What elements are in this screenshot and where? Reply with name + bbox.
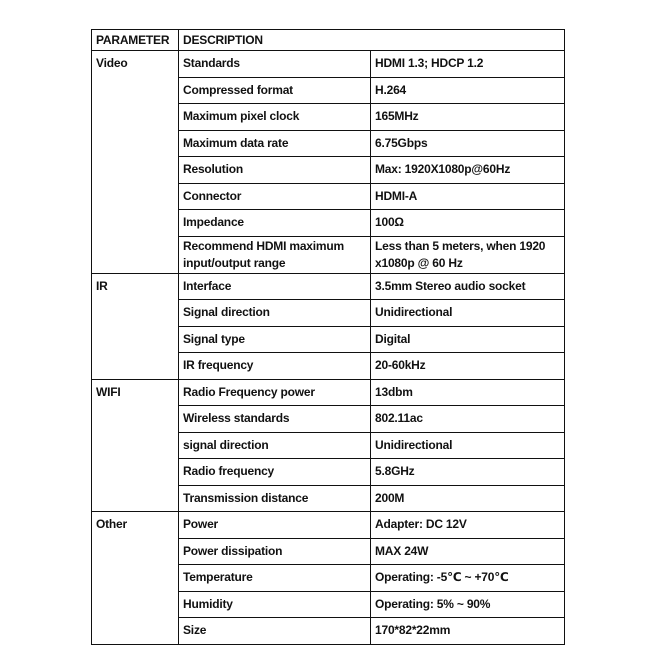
spec-value: Unidirectional <box>371 432 565 459</box>
parameter-group: Video <box>92 51 179 274</box>
spec-name: Resolution <box>179 157 371 184</box>
spec-name: Temperature <box>179 565 371 592</box>
spec-value: Adapter: DC 12V <box>371 512 565 539</box>
spec-value: Digital <box>371 326 565 353</box>
spec-value: 165MHz <box>371 104 565 131</box>
spec-name: signal direction <box>179 432 371 459</box>
spec-name: Size <box>179 618 371 645</box>
spec-value: 6.75Gbps <box>371 130 565 157</box>
spec-value: HDMI-A <box>371 183 565 210</box>
table-row <box>92 512 565 539</box>
spec-value: 200M <box>371 485 565 512</box>
header-row <box>92 30 565 51</box>
header-parameter: PARAMETER <box>92 30 179 51</box>
spec-value: 170*82*22mm <box>371 618 565 645</box>
spec-name: Wireless standards <box>179 406 371 433</box>
spec-name: IR frequency <box>179 353 371 380</box>
spec-value: Unidirectional <box>371 300 565 327</box>
spec-value: Less than 5 meters, when 1920 x1080p @ 60 Hz <box>371 236 565 273</box>
spec-value: Operating: 5% ~ 90% <box>371 591 565 618</box>
table-row <box>92 51 565 78</box>
spec-name: Radio Frequency power <box>179 379 371 406</box>
spec-value: HDMI 1.3; HDCP 1.2 <box>371 51 565 78</box>
spec-value: Operating: -5℃ ~ +70℃ <box>371 565 565 592</box>
spec-name: Transmission distance <box>179 485 371 512</box>
spec-name: Power <box>179 512 371 539</box>
spec-value: 100Ω <box>371 210 565 237</box>
header-description: DESCRIPTION <box>179 30 565 51</box>
spec-name: Humidity <box>179 591 371 618</box>
spec-value: 13dbm <box>371 379 565 406</box>
spec-name: Compressed format <box>179 77 371 104</box>
spec-name: Maximum pixel clock <box>179 104 371 131</box>
spec-value: MAX 24W <box>371 538 565 565</box>
spec-table-body <box>92 51 565 645</box>
spec-value: Max: 1920X1080p@60Hz <box>371 157 565 184</box>
spec-value: 20-60kHz <box>371 353 565 380</box>
spec-name: Standards <box>179 51 371 78</box>
spec-value: 3.5mm Stereo audio socket <box>371 273 565 300</box>
spec-name: Radio frequency <box>179 459 371 486</box>
spec-name: Interface <box>179 273 371 300</box>
spec-name: Signal direction <box>179 300 371 327</box>
parameter-group: Other <box>92 512 179 645</box>
spec-table <box>91 29 565 645</box>
spec-value: H.264 <box>371 77 565 104</box>
table-row <box>92 379 565 406</box>
table-row <box>92 273 565 300</box>
spec-name: Maximum data rate <box>179 130 371 157</box>
spec-name: Signal type <box>179 326 371 353</box>
spec-value: 802.11ac <box>371 406 565 433</box>
parameter-group: WIFI <box>92 379 179 512</box>
spec-name: Connector <box>179 183 371 210</box>
spec-name: Power dissipation <box>179 538 371 565</box>
spec-name: Recommend HDMI maximum input/output range <box>179 236 371 273</box>
spec-name: Impedance <box>179 210 371 237</box>
parameter-group: IR <box>92 273 179 379</box>
spec-value: 5.8GHz <box>371 459 565 486</box>
